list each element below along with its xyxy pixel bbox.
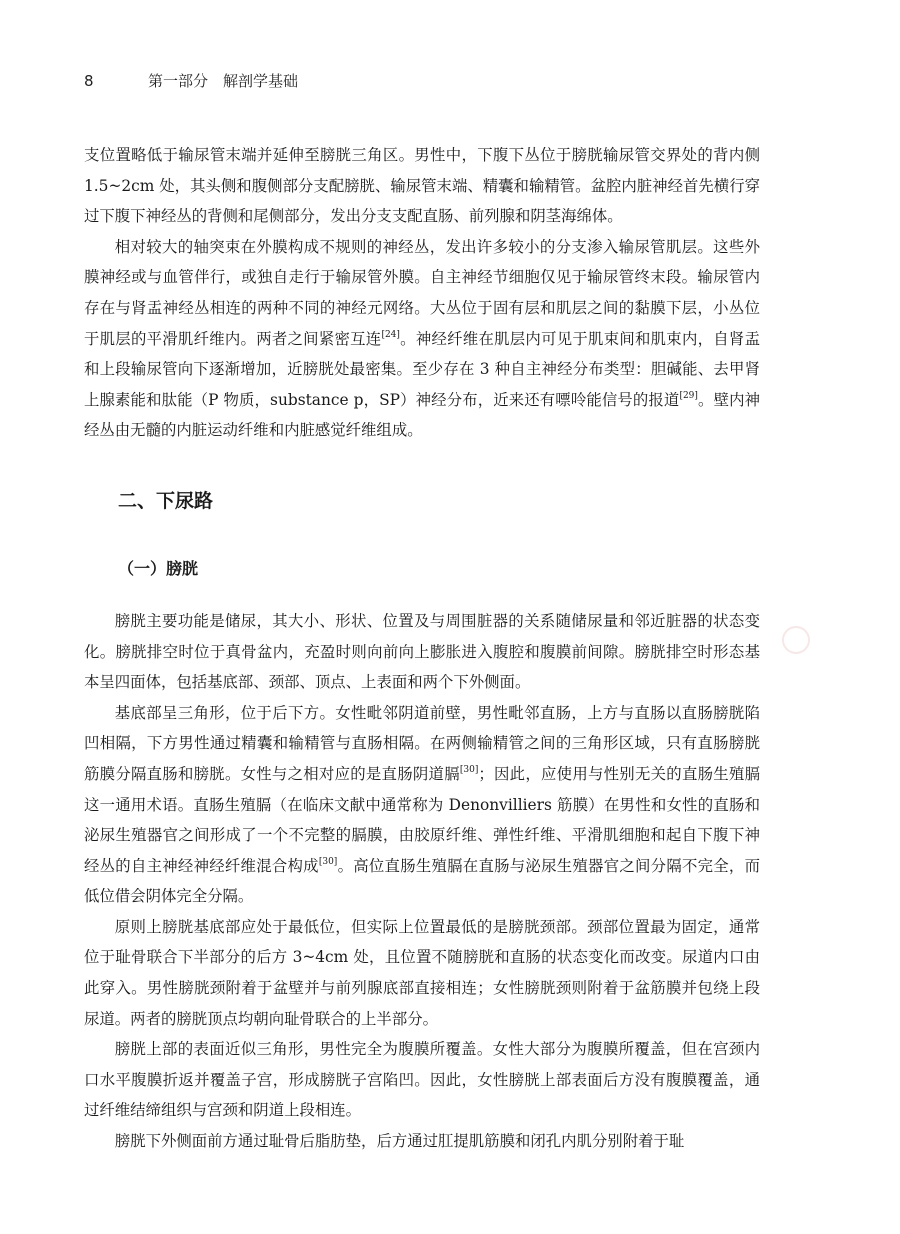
page-number: 8 — [84, 72, 94, 90]
section-heading: 二、下尿路 — [118, 489, 214, 512]
paragraph-2: 相对较大的轴突束在外膜构成不规则的神经丛，发出许多较小的分支渗入输尿管肌层。这些外膜神经或与血管伴行，或独自走行于输尿管外膜。自主神经节细胞仅见于输尿管终末段。输尿管内存在与肾盂神经丛相连的两种不同的神经元网络。大丛位于固有层和肌层之间的黏膜下层，小丛位于肌层的平滑肌纤维内。两者之间紧密互连[24]。神经纤维在肌层内可见于肌束间和肌束内，自肾盂和上段输尿管向下逐渐增加，近膀胱处最密集。至少存在 3 种自主神经分布类型：胆碱能、去甲肾上腺素能和肽能（P 物质，substance p，SP）神经分布，近来还有嘌呤能信号的报道[29]。壁内神经丛由无髓的内脏运动纤维和内脏感觉纤维组成。 — [84, 237, 760, 440]
paragraph-4: 基底部呈三角形，位于后下方。女性毗邻阴道前壁，男性毗邻直肠，上方与直肠以直肠膀胱陷凹相隔，下方男性通过精囊和输精管与直肠相隔。在两侧输精管之间的三角形区域，只有直肠膀胱筋膜分隔直肠和膀胱。女性与之相对应的是直肠阴道膈[30]；因此，应使用与性别无关的直肠生殖膈这一通用术语。直肠生殖膈（在临床文献中通常称为 Denonvilliers 筋膜）在男性和女性的直肠和泌尿生殖器官之间形成了一个不完整的膈膜，由胶原纤维、弹性纤维、平滑肌细胞和起自下腹下神经丛的自主神经神经纤维混合构成[30]。高位直肠生殖膈在直肠与泌尿生殖器官之间分隔不完全，而低位借会阴体完全分隔。 — [84, 703, 760, 906]
citation-ref: [29] — [679, 390, 698, 401]
citation-ref: [30] — [459, 764, 479, 775]
paragraph-3: 膀胱主要功能是储尿，其大小、形状、位置及与周围脏器的关系随储尿量和邻近脏器的状态变化。膀胱排空时位于真骨盆内，充盈时则向前向上膨胀进入腹腔和腹膜前间隙。膀胱排空时形态基本呈四面体，包括基底部、颈部、顶点、上表面和两个下外侧面。 — [84, 611, 760, 692]
section-title: 第一部分 解剖学基础 — [148, 72, 299, 90]
citation-ref: [30] — [318, 856, 338, 867]
paragraph-5: 原则上膀胱基底部应处于最低位，但实际上位置最低的是膀胱颈部。颈部位置最为固定，通常位于耻骨联合下半部分的后方 3~4cm 处，且位置不随膀胱和直肠的状态变化而改变。尿道内口由此穿入。男性膀胱颈附着于盆壁并与前列腺底部直接相连；女性膀胱颈则附着于盆筋膜并包绕上段尿道。两者的膀胱顶点均朝向耻骨联合的上半部分。 — [84, 917, 760, 1028]
watermark-icon — [782, 626, 810, 654]
paragraph-1: 支位置略低于输尿管末端并延伸至膀胱三角区。男性中，下腹下丛位于膀胱输尿管交界处的背内侧 1.5~2cm 处，其头侧和腹侧部分支配膀胱、输尿管末端、精囊和输精管。盆腔内脏神经首先横行穿过下腹下神经丛的背侧和尾侧部分，发出分支支配直肠、前列腺和阴茎海绵体。 — [84, 146, 760, 226]
running-header — [84, 70, 298, 91]
citation-ref: [24] — [381, 329, 400, 340]
subsection-heading: （一）膀胱 — [118, 558, 199, 578]
paragraph-7: 膀胱下外侧面前方通过耻骨后脂肪垫，后方通过肛提肌筋膜和闭孔内肌分别附着于耻 — [114, 1132, 685, 1151]
page-body — [84, 140, 760, 1157]
paragraph-6: 膀胱上部的表面近似三角形，男性完全为腹膜所覆盖。女性大部分为腹膜所覆盖，但在宫颈内口水平腹膜折返并覆盖子宫，形成膀胱子宫陷凹。因此，女性膀胱上部表面后方没有腹膜覆盖，通过纤维结缔组织与宫颈和阴道上段相连。 — [84, 1040, 760, 1120]
